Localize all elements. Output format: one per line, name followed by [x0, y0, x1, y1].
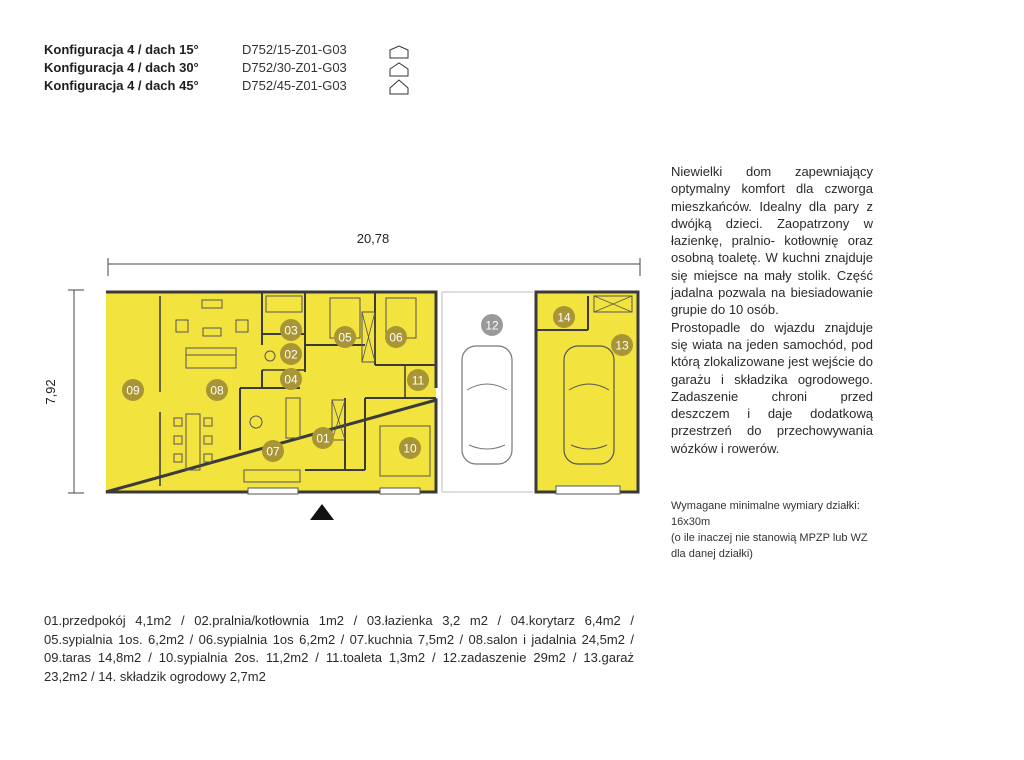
- plot-note-line: 16x30m: [671, 516, 711, 528]
- room-marker-12: [481, 314, 503, 336]
- room-marker-10: [399, 437, 421, 459]
- height-dimension: [43, 290, 84, 493]
- car-icon: [462, 346, 512, 464]
- svg-text:13: 13: [615, 338, 629, 353]
- entrance-arrow-icon: [310, 504, 334, 520]
- room-marker-11: [407, 369, 429, 391]
- room-marker-04: [280, 368, 302, 390]
- configuration-name: Konfiguracja 4 / dach 45°: [44, 78, 199, 93]
- svg-text:04: 04: [284, 372, 298, 387]
- plot-note-line: dla danej działki): [671, 548, 753, 560]
- house: [106, 292, 436, 494]
- house-description: [671, 163, 873, 457]
- configuration-name: Konfiguracja 4 / dach 30°: [44, 60, 199, 75]
- svg-text:07: 07: [266, 444, 280, 459]
- svg-text:02: 02: [284, 347, 298, 362]
- svg-text:14: 14: [557, 310, 571, 325]
- configuration-code: D752/45-Z01-G03: [242, 78, 347, 93]
- svg-text:09: 09: [126, 383, 140, 398]
- svg-text:11: 11: [411, 373, 425, 388]
- room-marker-13: [611, 334, 633, 356]
- room-marker-08: [206, 379, 228, 401]
- room-marker-09: [122, 379, 144, 401]
- room-marker-02: [280, 343, 302, 365]
- room-marker-06: [385, 326, 407, 348]
- svg-text:05: 05: [338, 330, 352, 345]
- svg-text:01: 01: [316, 431, 330, 446]
- svg-text:10: 10: [403, 441, 417, 456]
- plot-note-line: Wymagane minimalne wymiary działki:: [671, 500, 860, 512]
- svg-text:12: 12: [485, 318, 499, 333]
- plot-size-note: [671, 498, 881, 562]
- configuration-code: D752/30-Z01-G03: [242, 60, 347, 75]
- plot-note-line: (o ile inaczej nie stanowią MPZP lub WZ: [671, 532, 868, 544]
- svg-text:03: 03: [284, 323, 298, 338]
- width-label: 20,78: [356, 231, 390, 246]
- configuration-name: Konfiguracja 4 / dach 15°: [44, 42, 199, 57]
- svg-text:08: 08: [210, 383, 224, 398]
- room-marker-14: [553, 306, 575, 328]
- svg-text:06: 06: [389, 330, 403, 345]
- width-dimension: [108, 231, 640, 276]
- room-marker-07: [262, 440, 284, 462]
- configuration-code: D752/15-Z01-G03: [242, 42, 347, 57]
- description-paragraph: Niewielki dom zapewniający optymalny komfort dla czworga mieszkańców. Idealny dla pary z dwójką dzieci. Zaopatrzony w łazienkę, pralnio- kotłownię oraz osobną toaletę. W kuchni znajduje się miejsce na mały stolik. Część jadalna pozwala na biesiadowanie grupie do 10 osób.: [671, 164, 873, 318]
- description-paragraph: Prostopadle do wjazdu znajduje się wiata na jeden samochód, pod którą zlokalizowane jest wejście do garażu i składzika ogrodowego. Zadaszenie chroni przed deszczem i daje dodatkową przestrzeń do przechowywania wózków i rowerów.: [671, 319, 873, 456]
- height-label: 7,92: [43, 379, 58, 405]
- garage: [536, 292, 638, 494]
- room-legend: 01.przedpokój 4,1m2 / 02.pralnia/kotłownia 1m2 / 03.łazienka 3,2 m2 / 04.korytarz 6,4m2 / 05.sypialnia 1os. 6,2m2 / 06.sypialnia 1os 6,2m2 / 07.kuchnia 7,5m2 / 08.salon i jadalnia 24,5m2 / 09.taras 14,8m2 / 10.sypialnia 2os. 11,2m2 / 11.toaleta 1,3m2 / 12.zadaszenie 29m2 / 13.garaż 23,2m2 / 14. składzik ogrodowy 2,7m2: [44, 613, 634, 684]
- room-marker-03: [280, 319, 302, 341]
- room-marker-01: [312, 427, 334, 449]
- room-marker-05: [334, 326, 356, 348]
